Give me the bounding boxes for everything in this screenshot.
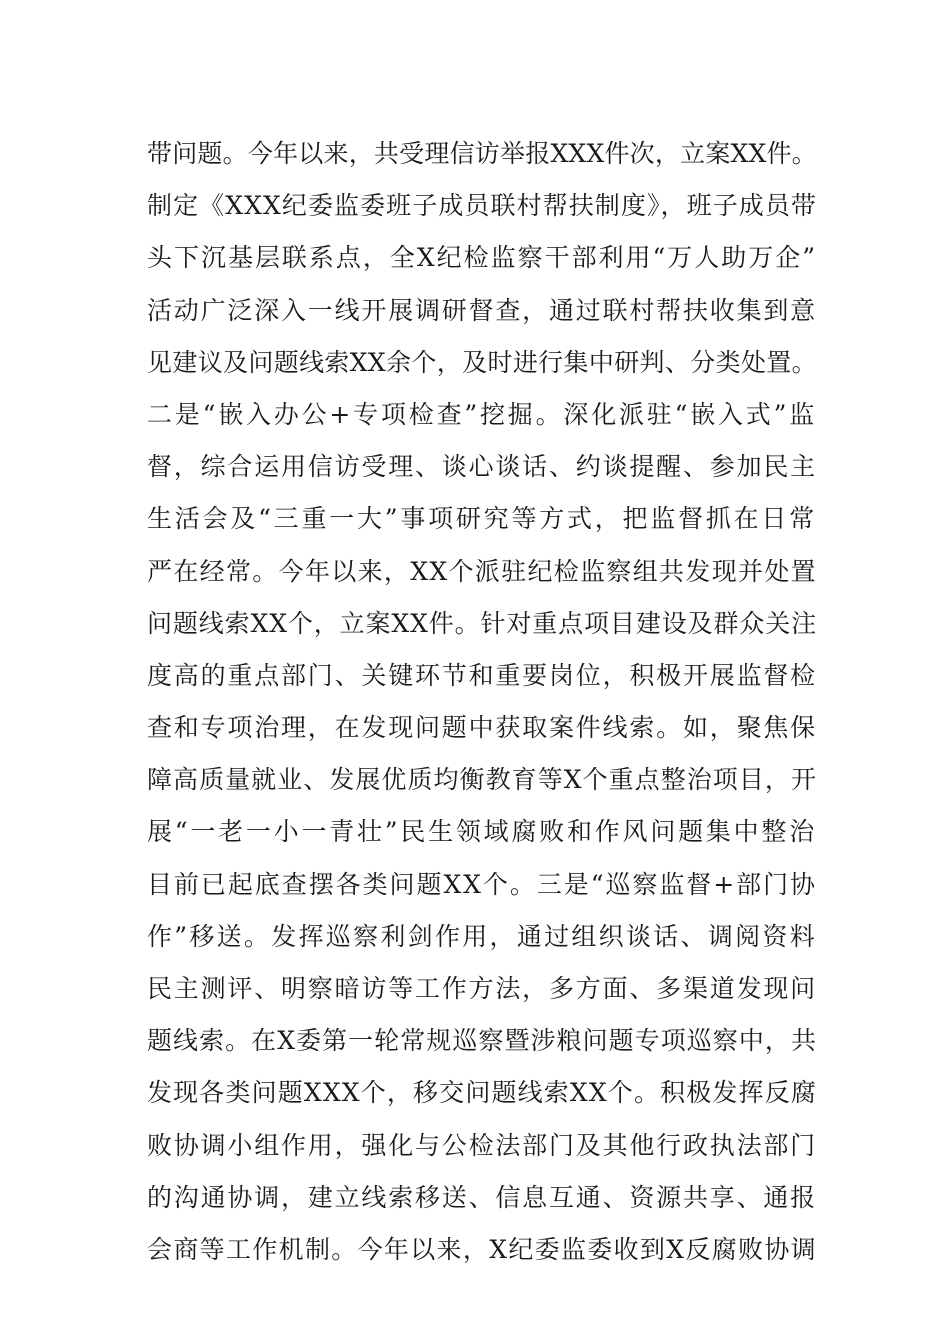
text-line-content: 民主测评、明察暗访等工作方法，多方面、多渠道发现问 — [147, 974, 817, 1003]
text-line — [147, 806, 817, 858]
text-line-content: 带问题。今年以来，共受理信访举报XXX件次，立案XX件。 — [147, 139, 817, 168]
text-line-content: 发现各类问题XXX个，移交问题线索XX个。积极发挥反腐 — [147, 1078, 817, 1108]
text-line-content: 障高质量就业、发展优质均衡教育等X个重点整治项目，开 — [147, 765, 817, 795]
text-line — [147, 337, 817, 389]
text-line-content: 见建议及问题线索XX余个，及时进行集中研判、分类处置。 — [147, 347, 817, 377]
text-line — [147, 1224, 817, 1276]
text-line-content: 题线索。在X委第一轮常规巡察暨涉粮问题专项巡察中，共 — [147, 1026, 817, 1056]
text-line-content: 问题线索XX个，立案XX件。针对重点项目建设及群众关注 — [147, 608, 817, 638]
text-line — [147, 859, 817, 911]
text-line — [147, 1015, 817, 1067]
text-line — [147, 911, 817, 963]
text-line — [147, 1067, 817, 1119]
text-line-content: 会商等工作机制。今年以来，X纪委监委收到X反腐败协调 — [147, 1234, 817, 1264]
text-line — [147, 754, 817, 806]
text-line-content: 败协调小组作用，强化与公检法部门及其他行政执法部门 — [147, 1130, 817, 1160]
text-line-content: 查和专项治理，在发现问题中获取案件线索。如，聚焦保 — [147, 713, 817, 743]
text-line-content: 的沟通协调，建立线索移送、信息互通、资源共享、通报 — [147, 1182, 817, 1212]
text-line-content: 活动广泛深入一线开展调研督查，通过联村帮扶收集到意 — [147, 295, 817, 325]
text-line-content: 度高的重点部门、关键环节和重要岗位，积极开展监督检 — [147, 660, 817, 690]
text-line-content: 督，综合运用信访受理、谈心谈话、约谈提醒、参加民主 — [147, 452, 817, 482]
text-line — [147, 598, 817, 650]
text-line — [147, 702, 817, 754]
text-line-content: 制定《XXX纪委监委班子成员联村帮扶制度》，班子成员带 — [147, 191, 818, 221]
text-line — [147, 963, 817, 1015]
text-line — [147, 1172, 817, 1224]
text-line-content: 作”移送。发挥巡察利剑作用，通过组织谈话、调阅资料 — [147, 921, 817, 951]
text-line-content: 展“一老一小一青壮”民生领域腐败和作风问题集中整治 — [147, 817, 817, 847]
text-line-content: 二是“嵌入办公+专项检查”挖掘。深化派驻“嵌入式”监 — [147, 399, 818, 429]
text-line — [147, 389, 817, 441]
text-line — [147, 441, 817, 493]
text-line-content: 目前已起底查摆各类问题XX个。三是“巡察监督+部门协 — [147, 869, 817, 899]
text-line-content: 生活会及“三重一大”事项研究等方式，把监督抓在日常 — [147, 504, 817, 534]
text-line — [147, 493, 817, 545]
text-line-content: 头下沉基层联系点，全X纪检监察干部利用“万人助万企” — [147, 243, 817, 273]
text-line — [147, 546, 817, 598]
text-line — [147, 232, 817, 284]
text-line — [147, 180, 817, 232]
text-line-content: 严在经常。今年以来，XX个派驻纪检监察组共发现并处置 — [147, 556, 817, 586]
text-line — [147, 285, 817, 337]
text-line — [147, 1120, 817, 1172]
body-text — [147, 128, 817, 1276]
text-line — [147, 128, 817, 180]
text-line — [147, 650, 817, 702]
